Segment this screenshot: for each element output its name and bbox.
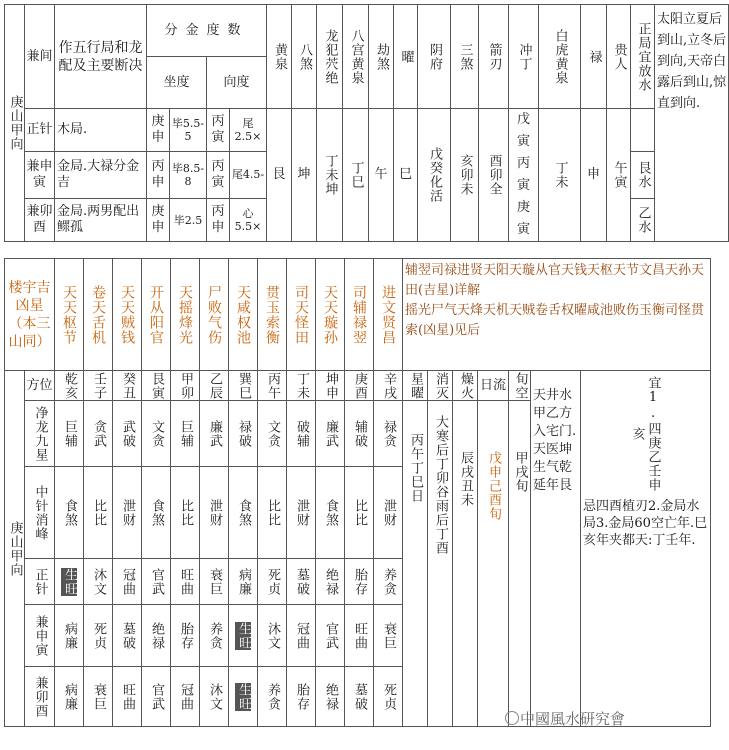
star-cell: 贯玉索衡	[258, 259, 287, 371]
star-cell: 司辅禄翌	[345, 259, 374, 371]
col-yinfu: 阴府	[418, 5, 451, 109]
head-xunkong: 旬空	[509, 371, 531, 401]
col-fenjin: 分金度数	[147, 5, 267, 57]
val-fangshui-empty	[631, 109, 655, 152]
val-jiesha: 午	[369, 109, 394, 242]
zuo-du: 毕8.5-8	[170, 151, 207, 198]
val-sansha: 亥卯未	[451, 109, 479, 242]
zhongzhen-cell: 食煞	[229, 467, 258, 559]
jinglong-cell: 破辅	[287, 401, 316, 467]
zuo-gan: 丙申	[147, 151, 170, 198]
star-header-label: 楼宇吉凶星（本三山同）	[5, 259, 55, 371]
star-cell: 司天怪田	[287, 259, 316, 371]
zhongzhen-cell: 泄财	[374, 467, 403, 559]
star-cell: 天天贼钱	[113, 259, 142, 371]
row-desc: 金局.两男配出鳏孤	[55, 199, 147, 242]
row-header: 庚山甲向	[5, 5, 25, 242]
col-longfan: 龙犯茓绝	[317, 5, 343, 109]
label-zhengzhen: 正针	[25, 559, 55, 605]
zhongzhen-cell: 泄财	[113, 467, 142, 559]
sun-notes: 太阳立夏后到山,立冬后到向,天帝白露后到山,惊直到向.	[655, 5, 729, 242]
jinglong-cell: 巨辅	[171, 401, 200, 467]
zhongzhen-cell: 泄财	[287, 467, 316, 559]
zhongzhen-cell: 比比	[345, 467, 374, 559]
val-fangshui: 艮水	[631, 151, 655, 198]
row-label: 兼卯酉	[25, 199, 55, 242]
jianshenyin-cell: 病廉	[55, 605, 84, 667]
col-huangquan: 黄泉	[267, 5, 292, 109]
jianshenyin-cell: 冠曲	[287, 605, 316, 667]
jianmaoyou-cell: 病廉	[55, 667, 84, 727]
star-table	[4, 258, 711, 727]
col-xiangdu: 向度	[207, 57, 267, 109]
jianmaoyou-cell: 旺曲	[113, 667, 142, 727]
fangwei-cell: 乙辰	[200, 371, 229, 401]
label-zhongzhen: 中针消峰	[25, 467, 55, 559]
jinglong-cell: 禄贪	[374, 401, 403, 467]
val-lu: 申	[581, 109, 607, 242]
zhengzhen-cell: 衰巨	[200, 559, 229, 605]
row-desc: 金局.大禄分金吉	[55, 151, 147, 198]
label-jianmaoyou: 兼卯酉	[25, 667, 55, 727]
star-cell: 天摇烽光	[171, 259, 200, 371]
jianmaoyou-cell: 衰巨	[84, 667, 113, 727]
col-juesuan: 作五行局和龙配及主要断决	[55, 5, 147, 109]
zhengzhen-cell: 墓破	[287, 559, 316, 605]
zhongzhen-cell: 食煞	[55, 467, 84, 559]
xiang-gan: 丙寅	[207, 109, 230, 152]
zhongzhen-cell: 比比	[171, 467, 200, 559]
jianshenyin-cell: 绝禄	[142, 605, 171, 667]
val-fangshui: 乙水	[631, 199, 655, 242]
jinglong-cell: 廉武	[200, 401, 229, 467]
star-notes	[403, 259, 711, 371]
zhongzhen-cell: 比比	[84, 467, 113, 559]
fangwei-cell: 丁未	[287, 371, 316, 401]
col-fangshui: 正局宜放水	[631, 5, 655, 109]
val-xunkong: 甲戌旬	[509, 401, 531, 727]
jianmaoyou-cell: 死贞	[374, 667, 403, 727]
col-bashai: 八煞	[292, 5, 317, 109]
jianmaoyou-cell: 胎存	[287, 667, 316, 727]
val-baihu: 丁未	[539, 109, 581, 242]
jinglong-cell: 武破	[113, 401, 142, 467]
xiang-du: 心5.5×	[230, 199, 267, 242]
zhengzhen-cell: 冠曲	[113, 559, 142, 605]
col-baihu: 白虎黄泉	[539, 5, 581, 109]
yi-ji-notes	[581, 371, 711, 727]
jianshenyin-cell: 胎存	[171, 605, 200, 667]
jianshenyin-cell: 旺曲	[345, 605, 374, 667]
star-note-bad: 摇光尸气天烽天机天贼卷舌权曜咸池败伤玉衡司怪贯索(凶星)见后	[405, 303, 705, 338]
xiang-gan: 丙申	[207, 199, 230, 242]
zhengzhen-cell: 胎存	[345, 559, 374, 605]
zuo-du: 毕2.5	[170, 199, 207, 242]
star-cell: 进文贤昌	[374, 259, 403, 371]
jianmaoyou-cell: 沐文	[200, 667, 229, 727]
fangwei-cell: 巽巳	[229, 371, 258, 401]
zhongzhen-cell: 食煞	[316, 467, 345, 559]
fangwei-cell: 乾亥	[55, 371, 84, 401]
head-xingyao: 星曜	[403, 371, 428, 401]
zhengzhen-cell: 养贪	[374, 559, 403, 605]
fenjin-table	[4, 4, 729, 242]
star-cell: 卷天舌机	[84, 259, 113, 371]
jinglong-cell: 禄破	[229, 401, 258, 467]
val-huangquan: 艮	[267, 109, 292, 242]
jianshenyin-cell: 养贪	[200, 605, 229, 667]
col-lu: 禄	[581, 5, 607, 109]
val-longfan: 丁未坤	[317, 109, 343, 242]
zhengzhen-cell: 沐文	[84, 559, 113, 605]
col-jianren: 箭刃	[479, 5, 509, 109]
val-xingyao: 丙午丁巳日	[403, 401, 428, 727]
jianmaoyou-cell: 冠曲	[171, 667, 200, 727]
jinglong-cell: 巨辅	[55, 401, 84, 467]
star-note-good: 辅翌司禄进贤天阳天璇从官天钱天枢天节文昌天孙天田(吉星)详解	[405, 263, 705, 298]
val-yinfu: 戊癸化活	[418, 109, 451, 242]
col-bagong: 八宫黄泉	[343, 5, 369, 109]
col-jiesha: 劫煞	[369, 5, 394, 109]
star-cell: 天咸权池	[229, 259, 258, 371]
xiang-du: 尾2.5×	[230, 109, 267, 152]
jianshenyin-cell: 墓破	[113, 605, 142, 667]
jianmaoyou-cell: 绝禄	[316, 667, 345, 727]
xiang-gan: 丙寅	[207, 151, 230, 198]
star-cell: 天天枢节	[55, 259, 84, 371]
jianmaoyou-cell: 养贪	[258, 667, 287, 727]
star-cell: 天天璇孙	[316, 259, 345, 371]
zuo-du: 毕5.5-5	[170, 109, 207, 152]
zuo-gan: 庚申	[147, 109, 170, 152]
yi-note: 宜1.四庚乙壬申亥	[629, 375, 661, 492]
star-cell: 尸败气伤	[200, 259, 229, 371]
jianshenyin-cell: 沐文	[258, 605, 287, 667]
jianmaoyou-cell: 墓破	[345, 667, 374, 727]
zhengzhen-cell: 生旺	[55, 559, 84, 605]
ji-note: 忌四酉植刃2.金局水局3.金局60空亡年.巳亥年夹都天:丁壬年.	[583, 499, 708, 548]
val-chongding: 戊寅丙寅庚寅	[509, 109, 539, 242]
jinglong-cell: 文贪	[142, 401, 171, 467]
val-bagong: 丁巳	[343, 109, 369, 242]
row-desc: 木局.	[55, 109, 147, 152]
zhongzhen-cell: 比比	[258, 467, 287, 559]
jinglong-cell: 文贪	[258, 401, 287, 467]
zhongzhen-cell: 泄财	[200, 467, 229, 559]
val-jianren: 酉卯全	[479, 109, 509, 242]
val-riliu: 戊申己酉旬	[478, 401, 509, 727]
fangwei-cell: 坤申	[316, 371, 345, 401]
jianshenyin-cell: 官武	[316, 605, 345, 667]
col-chongding: 冲丁	[509, 5, 539, 109]
row-label: 兼申寅	[25, 151, 55, 198]
zhengzhen-cell: 旺曲	[171, 559, 200, 605]
head-riliu: 日流	[478, 371, 509, 401]
star-cell: 开从阳官	[142, 259, 171, 371]
jianshenyin-cell: 死贞	[84, 605, 113, 667]
col-jianjian: 兼间	[25, 5, 55, 109]
col-sansha: 三煞	[451, 5, 479, 109]
label-jinglong: 净龙九星	[25, 401, 55, 467]
val-yao: 巳	[394, 109, 418, 242]
zhengzhen-cell: 病廉	[229, 559, 258, 605]
jianshenyin-cell: 衰巨	[374, 605, 403, 667]
fangwei-cell: 甲卯	[171, 371, 200, 401]
col-zuodu: 坐度	[147, 57, 207, 109]
fangwei-cell: 艮寅	[142, 371, 171, 401]
row-label: 正针	[25, 109, 55, 152]
jinglong-cell: 贪武	[84, 401, 113, 467]
row-header: 庚山甲向	[5, 371, 25, 727]
fangwei-cell: 癸丑	[113, 371, 142, 401]
col-yao: 曜	[394, 5, 418, 109]
zhengzhen-cell: 绝禄	[316, 559, 345, 605]
label-fangwei: 方位	[25, 371, 55, 401]
head-xiaomie: 消灭	[428, 371, 453, 401]
jianshenyin-cell: 生旺	[229, 605, 258, 667]
fangwei-cell: 丙午	[258, 371, 287, 401]
val-xiaomie: 大寒后丁卯谷雨后丁酉	[428, 401, 453, 727]
label-jianshenyin: 兼申寅	[25, 605, 55, 667]
jinglong-cell: 辅破	[345, 401, 374, 467]
zhongzhen-cell: 食煞	[142, 467, 171, 559]
val-guiren: 午寅	[607, 109, 631, 242]
zuo-gan: 庚申	[147, 199, 170, 242]
jinglong-cell: 廉武	[316, 401, 345, 467]
val-bashai: 坤	[292, 109, 317, 242]
tianjing-note: 天井水甲乙方入宅门.天医坤生气乾延年艮	[531, 371, 581, 727]
fangwei-cell: 庚酉	[345, 371, 374, 401]
wechat-icon	[505, 711, 519, 725]
jianmaoyou-cell: 生旺	[229, 667, 258, 727]
fangwei-cell: 辛戌	[374, 371, 403, 401]
watermark: 中國風水研究會	[520, 710, 626, 728]
fangwei-cell: 壬子	[84, 371, 113, 401]
zhengzhen-cell: 死贞	[258, 559, 287, 605]
val-zaohuo: 辰戌丑未	[453, 401, 478, 727]
col-guiren: 贵人	[607, 5, 631, 109]
zhengzhen-cell: 官武	[142, 559, 171, 605]
jianmaoyou-cell: 官武	[142, 667, 171, 727]
head-zaohuo: 燥火	[453, 371, 478, 401]
xiang-du: 尾4.5-	[230, 151, 267, 198]
